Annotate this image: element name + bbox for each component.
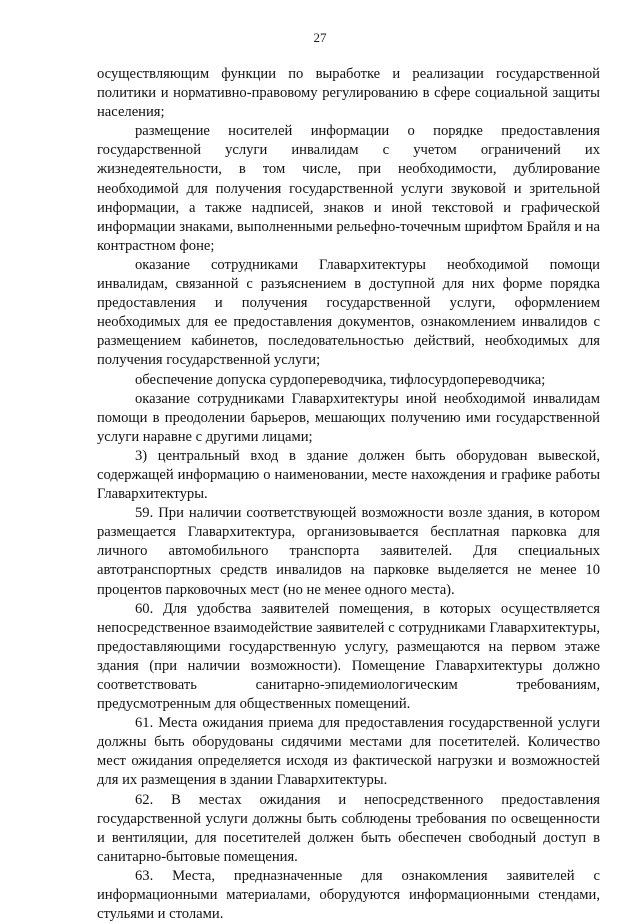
- paragraph-staff-assistance: оказание сотрудниками Главархитектуры необходимой помощи инвалидам, связанной с разъяснением в доступной для них форме порядка предоставления и получения государственной услуги, оформлением необходимых для ее предоставления документов, ознакомлением инвалидов с размещением кабинетов, последовательностью действий, необходимых для получения государственной услуги;: [97, 256, 600, 369]
- paragraph-continuation: осуществляющим функции по выработке и реализации государственной политики и нормативно-правовому регулированию в сфере социальной защиты населения;: [97, 66, 600, 121]
- paragraph-braille-info: размещение носителей информации о порядке предоставления государственной услуги инвалидам с учетом ограничений их жизнедеятельности, в том числе, при необходимости, дублирование необходимой для получения государственной услуги звуковой и зрительной информации, а также надписей, знаков и иной текстовой и графической информации знаками, выполненными рельефно-точечным шрифтом Брайля и на контрастном фоне;: [97, 123, 600, 254]
- paragraph-62-requirements: 62. В местах ожидания и непосредственного предоставления государственной услуги должны быть соблюдены требования по освещенности и вентиляции, для посетителей должен быть обеспечен свободный доступ в санитарно-бытовые помещения.: [97, 791, 600, 865]
- paragraph-60-premises: 60. Для удобства заявителей помещения, в которых осуществляется непосредственное взаимодействие заявителей с сотрудниками Главархитектуры, предоставляющими государственную услугу, размещаются на первом этаже здания (при наличии возможности). Помещение Главархитектуры должно соответствовать санитарно-эпидемиологическим требованиям, предусмотренным для общественных помещений.: [97, 600, 600, 713]
- paragraph-59-parking: 59. При наличии соответствующей возможности возле здания, в котором размещается Главархитектура, организовывается бесплатная парковка для личного автомобильного транспорта заявителей. Для специальных автотранспортных средств инвалидов на парковке выделяется не менее 10 процентов парковочных мест (но не менее одного места).: [97, 505, 600, 598]
- paragraph-item-3-entrance: 3) центральный вход в здание должен быть оборудован вывеской, содержащей информацию о наименовании, месте нахождения и графике работы Главархитектуры.: [97, 447, 600, 503]
- body-text: [97, 65, 600, 924]
- paragraph-other-assistance: оказание сотрудниками Главархитектуры иной необходимой инвалидам помощи в преодолении барьеров, мешающих получению ими государственной услуги наравне с другими лицами;: [97, 390, 600, 445]
- paragraph-61-waiting-areas: 61. Места ожидания приема для предоставления государственной услуги должны быть оборудованы сидячими местами для посетителей. Количество мест ожидания определяется исходя из фактической нагрузки и возможностей для их размещения в здании Главархитектуры.: [97, 715, 600, 789]
- page-number: 27: [313, 30, 327, 45]
- paragraph-63-info-stands: 63. Места, предназначенные для ознакомления заявителей с информационными материалами, оборудуются информационными стендами, стульями и столами.: [97, 867, 600, 923]
- paragraph-sign-interpreter: обеспечение допуска сурдопереводчика, тифлосурдопереводчика;: [135, 371, 546, 388]
